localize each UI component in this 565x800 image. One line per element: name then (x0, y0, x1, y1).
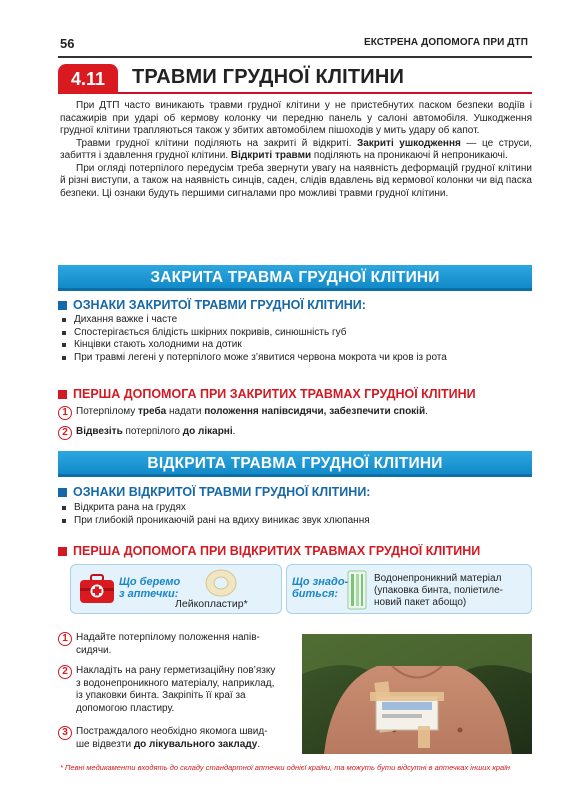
intro-paragraph-3: При огляді потерпілого передусім треба звернути увагу на наявність деформацій грудної клітини й різні виступи, а також на наявність синців, саден, слідів вдавлень від кермової колонки чи від паска безпеки. Ці ознаки будуть першими сигналами про можливі травми грудної клітини. (60, 162, 532, 199)
step-number-badge: 3 (58, 726, 72, 740)
useful-materials-box (286, 564, 532, 614)
useful-box-label: Що знадо- биться: (292, 576, 349, 600)
square-bullet-icon (58, 547, 67, 556)
open-step-3: 3 Постраждалого необхідно якомога швид- ше відвезти до лікувального закладу. (58, 726, 268, 751)
intro-paragraph-1: При ДТП часто виникають травми грудної клітини у не пристебнутих паском безпеки водіїв і пасажирів при ударі об кермову колонку чи передню панель у салоні автомобіля. Ушкодження грудної клітини трапляються також у збитих автомобілем пішоходів у мить удару об капот. (60, 100, 532, 136)
square-bullet-icon (58, 390, 67, 399)
closed-step-1: 1 Потерпілому треба надати положення напівсидячи, забезпечити спокій. (58, 406, 428, 420)
section-title: ТРАВМИ ГРУДНОЇ КЛІТИНИ (132, 66, 405, 88)
square-bullet-icon (58, 488, 67, 497)
list-item: Кінцівки стають холодними на дотик (62, 339, 447, 352)
page-header (58, 32, 532, 58)
square-bullet-icon (58, 301, 67, 310)
intro-text (60, 100, 532, 200)
section-number: 4.11 (58, 64, 118, 94)
first-aid-kit-box (70, 564, 282, 614)
closed-injury-banner: ЗАКРИТА ТРАВМА ГРУДНОЇ КЛІТИНИ (58, 265, 532, 291)
list-item: Відкрита рана на грудях (62, 502, 370, 515)
list-item: Дихання важке і часте (62, 314, 447, 327)
page-number: 56 (60, 36, 75, 51)
kit-box-label: Що беремо з аптечки: (119, 576, 181, 600)
open-signs-list (62, 502, 370, 527)
step-number-badge: 2 (58, 426, 72, 440)
adhesive-tape-icon (199, 568, 243, 598)
open-aid-heading: ПЕРША ДОПОМОГА ПРИ ВІДКРИТИХ ТРАВМАХ ГРУДНОЇ КЛІТИНИ (58, 544, 480, 558)
open-signs-heading: ОЗНАКИ ВІДКРИТОЇ ТРАВМИ ГРУДНОЇ КЛІТИНИ: (58, 485, 370, 499)
closed-signs-heading: ОЗНАКИ ЗАКРИТОЇ ТРАВМИ ГРУДНОЇ КЛІТИНИ: (58, 298, 366, 312)
step-number-badge: 1 (58, 406, 72, 420)
kit-item-plaster: Лейкопластир* (175, 598, 248, 610)
useful-materials-text: Водонепроникний матеріал (упаковка бинта, поліетиле- новий пакет абощо) (374, 573, 503, 608)
running-head: ЕКСТРЕНА ДОПОМОГА ПРИ ДТП (363, 37, 528, 48)
list-item: При травмі легені у потерпілого може з’явитися червона мокрота чи кров із рота (62, 352, 447, 365)
list-item: При глибокій проникаючій рані на вдиху виникає звук хлюпання (62, 515, 370, 528)
closed-aid-heading: ПЕРША ДОПОМОГА ПРИ ЗАКРИТИХ ТРАВМАХ ГРУДНОЇ КЛІТИНИ (58, 387, 476, 401)
step-number-badge: 1 (58, 632, 72, 646)
intro-paragraph-2: Травми грудної клітини поділяють на закриті й відкриті. Закриті ушкодження — це струси, забиття і здавлення грудної клітини. Відкриті травми поділяють на проникаючі й непроникаючі. (60, 137, 533, 161)
list-item: Спостерігається блідість шкірних покривів, синюшність губ (62, 327, 447, 340)
step-number-badge: 2 (58, 665, 72, 679)
open-step-1: 1 Надайте потерпілому положення напів- сидячи. (58, 632, 260, 657)
first-aid-kit-icon (79, 574, 115, 604)
open-injury-banner: ВІДКРИТА ТРАВМА ГРУДНОЇ КЛІТИНИ (58, 451, 532, 477)
chest-dressing-photo (302, 634, 532, 754)
section-title-row (58, 64, 532, 94)
footnote: * Певні медикаменти входять до складу стандартної аптечки однієї країни, та можуть бути відсутні в аптечках інших країн (60, 763, 510, 772)
bandage-pack-icon (345, 569, 369, 611)
closed-step-2: 2 Відвезіть потерпілого до лікарні. (58, 426, 235, 440)
closed-signs-list (62, 314, 447, 364)
open-step-2: 2 Накладіть на рану герметизаційну пов’язку з водонепроникного матеріалу, наприклад, із упаковки бинта. Закріпіть її краї за допомогою пластиру. (58, 665, 275, 715)
